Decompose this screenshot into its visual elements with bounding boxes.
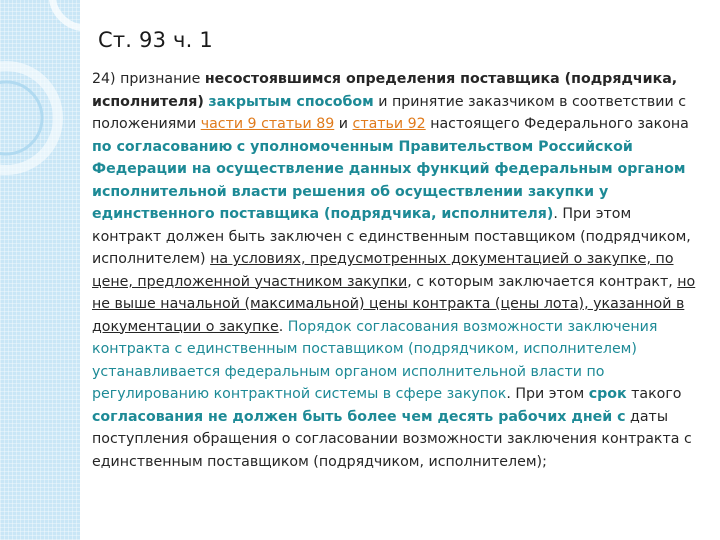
text-segment: 24) признание (92, 71, 205, 87)
text-segment-bold: несостоявшимся определения поставщика (подрядчика, исполнителя) (92, 71, 678, 110)
text-segment: и принятие заказчиком в соответствии с положениями (92, 93, 686, 132)
text-segment-underlined: но не выше начальной (максимальной) цены контракта (цены лота), указанной в документации о закупке (92, 273, 696, 335)
text-segment: . При этом контракт должен быть заключен с единственным поставщиком (подрядчиком, исполнителем) (92, 206, 691, 267)
slide-title: Ст. 93 ч. 1 (98, 28, 213, 52)
link-article92[interactable]: статьи 92 (352, 116, 426, 132)
text-segment: настоящего Федерального закона (425, 116, 689, 132)
text-segment: такого (626, 386, 682, 402)
text-segment: . При этом (506, 386, 589, 402)
text-segment: даты поступления обращения о согласовании возможности заключения контракта с единственным поставщиком (подрядчиком, исполнителем); (92, 408, 692, 470)
text-segment-highlight: срок (588, 386, 627, 402)
text-segment: , с которым заключается контракт, (407, 273, 678, 290)
article-text (92, 68, 696, 473)
text-segment-highlight: по согласованию (92, 138, 233, 155)
link-part9-article89[interactable]: части 9 статьи 89 (200, 116, 335, 132)
text-segment-highlight: согласования не должен быть более чем десять рабочих дней с (92, 408, 626, 425)
text-segment: и (334, 116, 353, 132)
text-segment-highlight: закрытым способом (208, 93, 374, 110)
text-segment-highlight: с уполномоченным Правительством Российской Федерации на осуществление данных функций федеральным органом исполнительной власти решения об осуществлении закупки у единственного поставщика (подрядчика, исполнителя) (92, 138, 686, 222)
text-segment: . (278, 318, 288, 335)
text-segment-teal: Порядок согласования возможности заключения контракта с единственным поставщиком (подрядчиком, исполнителем) устанавливается федеральным органом исполнительной власти по регулированию контрактной системы в сфере закупок (92, 318, 658, 402)
text-segment-underlined: на условиях, предусмотренных документацией о закупке, по цене, предложенной участником закупки (92, 251, 674, 290)
